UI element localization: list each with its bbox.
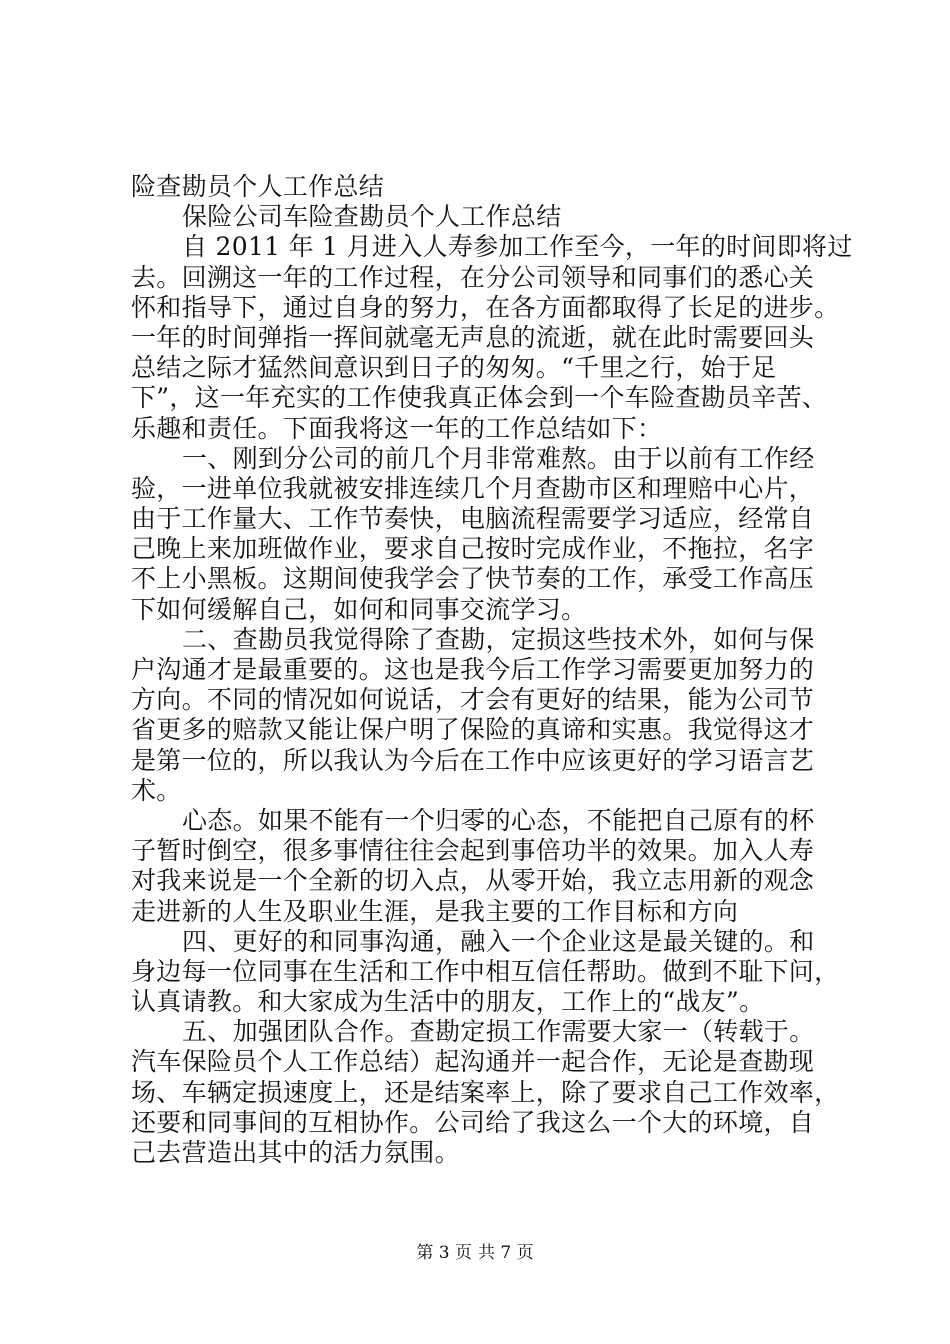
text-line: 身边每一位同事在生活和工作中相互信任帮助。做到不耻下问， (131, 956, 840, 986)
text-line: 去。回溯这一年的工作过程，在分公司领导和同事们的悉心关 (131, 262, 815, 292)
text-line: 验，一进单位我就被安排连续几个月查勘市区和理赔中心片， (131, 473, 815, 503)
text-line: 术。 (131, 775, 182, 805)
text-line: 自 2011 年 1 月进入人寿参加工作至今，一年的时间即将过 (182, 232, 853, 262)
text-line: 子暂时倒空，很多事情往往会起到事倍功半的效果。加入人寿 (131, 836, 815, 866)
text-line: 是第一位的，所以我认为今后在工作中应该更好的学习语言艺 (131, 745, 815, 775)
text-line: 对我来说是一个全新的切入点，从零开始，我立志用新的观念 (131, 866, 815, 896)
text-line: 总结之际才猛然间意识到日子的匆匆。“千里之行，始于足 (131, 353, 777, 383)
text-line: 乐趣和责任。下面我将这一年的工作总结如下： (131, 413, 663, 443)
text-line: 己去营造出其中的活力氛围。 (131, 1138, 460, 1167)
page-number-label: 第 3 页 (416, 1243, 472, 1263)
text-line: 方向。不同的情况如何说话，才会有更好的结果，能为公司节 (131, 685, 815, 715)
text-line: 己晚上来加班做作业，要求自己按时完成作业，不拖拉，名字 (131, 534, 815, 564)
text-line: 下”，这一年充实的工作使我真正体会到一个车险查勘员辛苦、 (131, 383, 828, 413)
text-line: 怀和指导下，通过自身的努力，在各方面都取得了长足的进步。 (131, 292, 840, 322)
document-body (131, 172, 853, 1168)
text-line: 省更多的赔款又能让保户明了保险的真谛和实惠。我觉得这才 (131, 715, 815, 745)
text-line: 认真请教。和大家成为生活中的朋友，工作上的“战友”。 (131, 987, 765, 1017)
text-line: 不上小黑板。这期间使我学会了快节奏的工作，承受工作高压 (131, 564, 815, 594)
text-line: 五、加强团队合作。查勘定损工作需要大家一（转载于。 (182, 1017, 815, 1047)
page-footer (0, 1243, 950, 1263)
text-line: 二、查勘员我觉得除了查勘，定损这些技术外，如何与保 (182, 624, 815, 654)
text-line: 由于工作量大、工作节奏快，电脑流程需要学习适应，经常自 (131, 504, 815, 534)
text-line: 下如何缓解自己，如何和同事交流学习。 (131, 594, 587, 624)
text-line: 一年的时间弹指一挥间就毫无声息的流逝，就在此时需要回头 (131, 322, 815, 352)
text-line: 户沟通才是最重要的。这也是我今后工作学习需要更加努力的 (131, 655, 815, 684)
document-title-line: 险查勘员个人工作总结 (131, 172, 385, 201)
page-total-label: 共 7 页 (478, 1243, 534, 1263)
text-line: 还要和同事间的互相协作。公司给了我这么一个大的环境，自 (131, 1107, 815, 1137)
text-line: 汽车保险员个人工作总结）起沟通并一起合作，无论是查勘现 (131, 1047, 815, 1077)
text-line: 一、刚到分公司的前几个月非常难熬。由于以前有工作经 (182, 443, 815, 473)
text-line: 场、车辆定损速度上，还是结案率上，除了要求自己工作效率， (131, 1077, 840, 1107)
text-line: 走进新的人生及职业生涯，是我主要的工作目标和方向 (131, 896, 739, 926)
text-line: 保险公司车险查勘员个人工作总结 (182, 202, 562, 232)
text-line: 四、更好的和同事沟通，融入一个企业这是最关键的。和 (182, 926, 815, 956)
text-line: 心态。如果不能有一个归零的心态，不能把自己原有的杯 (182, 805, 815, 835)
